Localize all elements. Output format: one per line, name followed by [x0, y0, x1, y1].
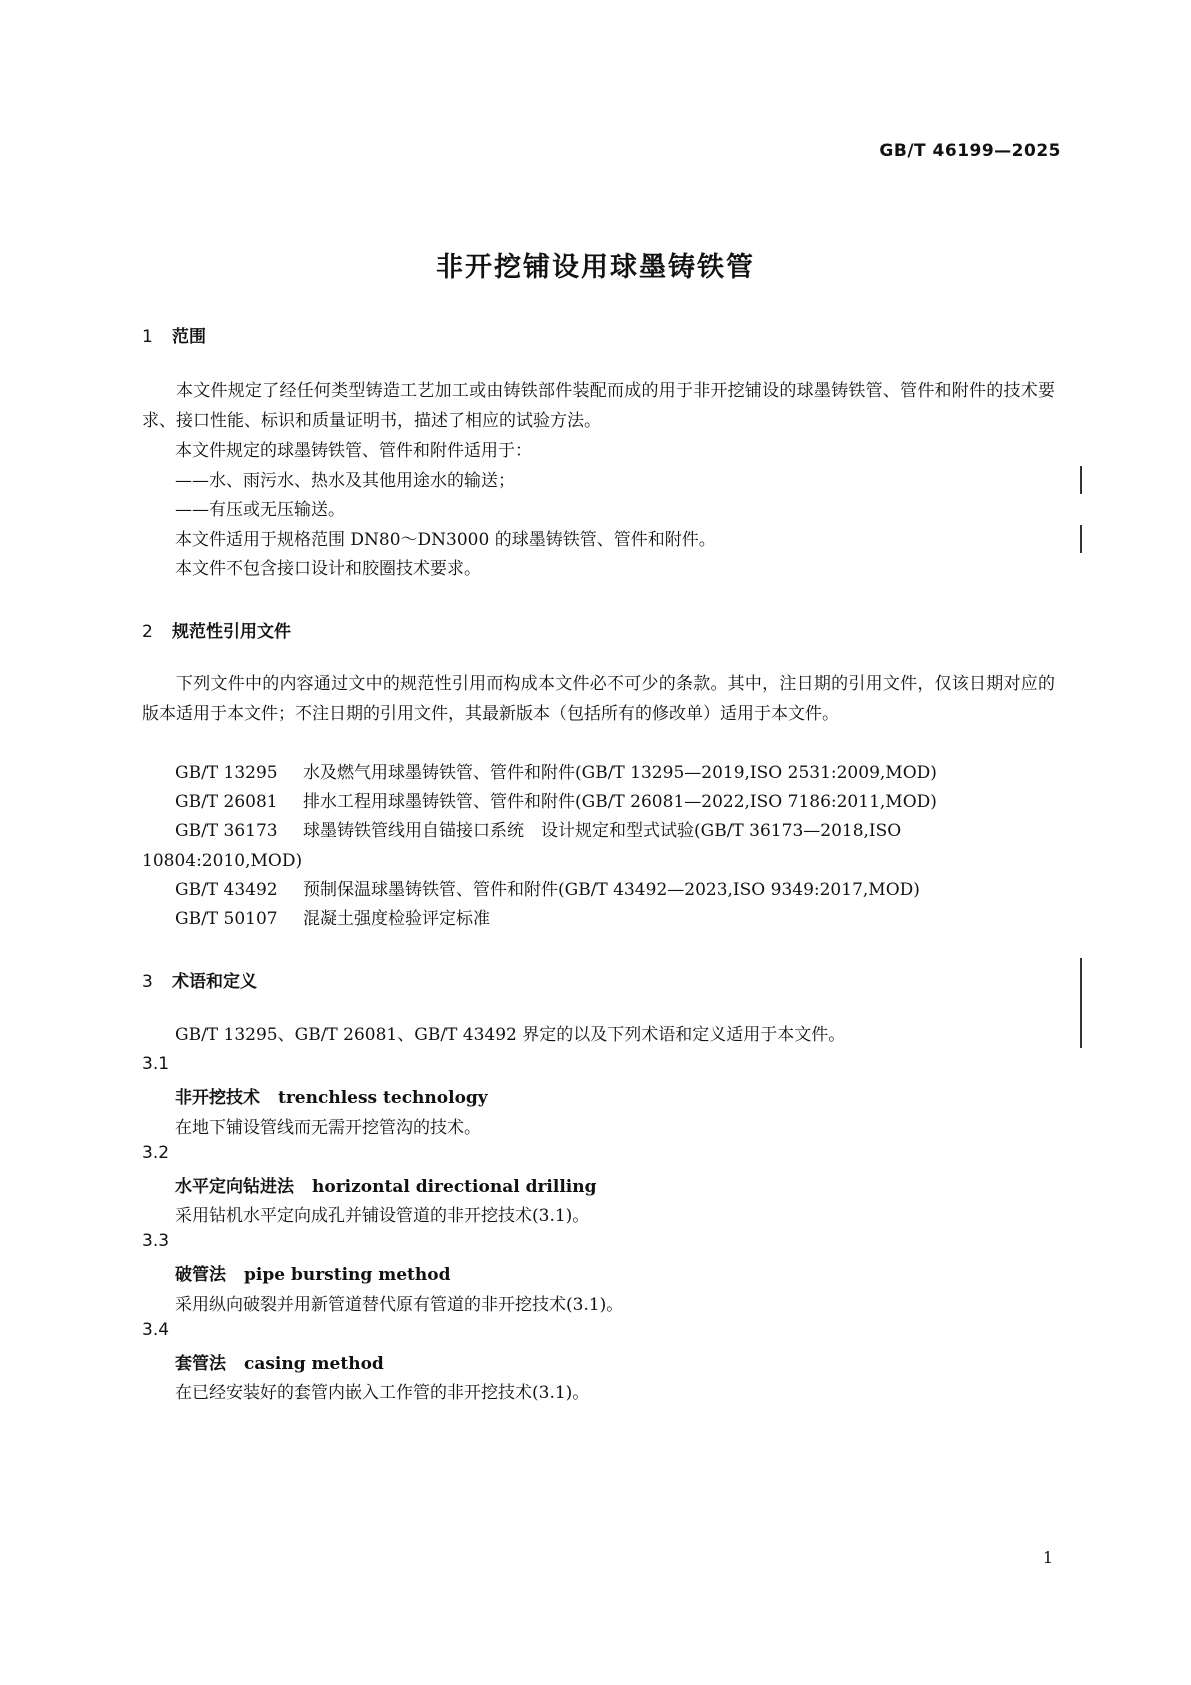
term-entry — [175, 1172, 597, 1197]
term-definition: 采用纵向破裂并用新管道替代原有管道的非开挖技术(3.1)。 — [175, 1295, 624, 1315]
reference-text: 预制保温球墨铸铁管、管件和附件(GB/T 43492—2023,ISO 9349:2017,MOD) — [303, 880, 920, 900]
scope-list-item-1: ——水、雨污水、热水及其他用途水的输送； — [175, 471, 515, 491]
reference-item — [142, 816, 1055, 876]
term-en: trenchless technology — [278, 1088, 488, 1108]
term-entry — [175, 1349, 384, 1374]
term-en: horizontal directional drilling — [312, 1177, 597, 1197]
term-number: 3.4 — [142, 1320, 170, 1340]
term-en: pipe bursting method — [244, 1265, 451, 1285]
section-number: 2 — [142, 622, 153, 642]
term-definition: 采用钻机水平定向成孔并铺设管道的非开挖技术(3.1)。 — [175, 1206, 590, 1226]
reference-text: 排水工程用球墨铸铁管、管件和附件(GB/T 26081—2022,ISO 7186:2011,MOD) — [303, 792, 937, 812]
section-title: 术语和定义 — [172, 972, 257, 992]
reference-text: 球墨铸铁管线用自锚接口系统 设计规定和型式试验(GB/T 36173—2018,ISO 10804:2010,MOD) — [142, 821, 902, 871]
scope-paragraph-2: 本文件规定的球墨铸铁管、管件和附件适用于： — [175, 441, 532, 461]
section-3-heading — [142, 967, 257, 992]
reference-item — [175, 758, 937, 788]
term-number: 3.3 — [142, 1231, 170, 1251]
reference-code: GB/T 50107 — [175, 909, 278, 929]
section-number: 1 — [142, 327, 153, 347]
scope-paragraph-4: 本文件不包含接口设计和胶圈技术要求。 — [175, 559, 481, 579]
reference-item — [175, 875, 920, 905]
references-intro: 下列文件中的内容通过文中的规范性引用而构成本文件必不可少的条款。其中，注日期的引用文件，仅该日期对应的版本适用于本文件；不注日期的引用文件，其最新版本（包括所有的修改单）适用于本文件。 — [142, 674, 1055, 724]
terms-intro: GB/T 13295、GB/T 26081、GB/T 43492 界定的以及下列术语和定义适用于本文件。 — [175, 1025, 846, 1045]
reference-code: GB/T 13295 — [175, 763, 278, 783]
term-definition: 在地下铺设管线而无需开挖管沟的技术。 — [175, 1118, 481, 1138]
term-zh: 非开挖技术 — [175, 1088, 260, 1108]
reference-item — [175, 787, 937, 817]
term-number: 3.2 — [142, 1143, 170, 1163]
section-1-heading — [142, 322, 206, 347]
scope-paragraph-1: 本文件规定了经任何类型铸造工艺加工或由铸铁部件装配而成的用于非开挖铺设的球墨铸铁管、管件和附件的技术要求、接口性能、标识和质量证明书，描述了相应的试验方法。 — [142, 381, 1055, 431]
reference-code: GB/T 36173 — [175, 821, 278, 841]
term-zh: 破管法 — [175, 1265, 226, 1285]
reference-text: 水及燃气用球墨铸铁管、管件和附件(GB/T 13295—2019,ISO 2531:2009,MOD) — [303, 763, 937, 783]
term-zh: 水平定向钻进法 — [175, 1177, 294, 1197]
term-definition: 在已经安装好的套管内嵌入工作管的非开挖技术(3.1)。 — [175, 1383, 590, 1403]
section-number: 3 — [142, 972, 153, 992]
section-2-heading — [142, 617, 291, 642]
document-title: 非开挖铺设用球墨铸铁管 — [436, 252, 755, 283]
scope-list-item-2: ——有压或无压输送。 — [175, 500, 345, 520]
term-number: 3.1 — [142, 1054, 170, 1074]
reference-text: 混凝土强度检验评定标准 — [303, 909, 490, 929]
section-title: 规范性引用文件 — [172, 622, 291, 642]
revision-bar — [1080, 525, 1082, 553]
section-title: 范围 — [172, 327, 206, 347]
reference-code: GB/T 26081 — [175, 792, 278, 812]
term-en: casing method — [244, 1354, 384, 1374]
reference-item — [175, 904, 490, 934]
revision-bar — [1080, 958, 1082, 1048]
standard-code: GB/T 46199—2025 — [879, 141, 1061, 161]
revision-bar — [1080, 466, 1082, 494]
term-entry — [175, 1083, 488, 1108]
term-zh: 套管法 — [175, 1354, 226, 1374]
page-number: 1 — [1042, 1548, 1053, 1567]
reference-code: GB/T 43492 — [175, 880, 278, 900]
scope-paragraph-3: 本文件适用于规格范围 DN80～DN3000 的球墨铸铁管、管件和附件。 — [175, 530, 716, 550]
term-entry — [175, 1260, 450, 1285]
